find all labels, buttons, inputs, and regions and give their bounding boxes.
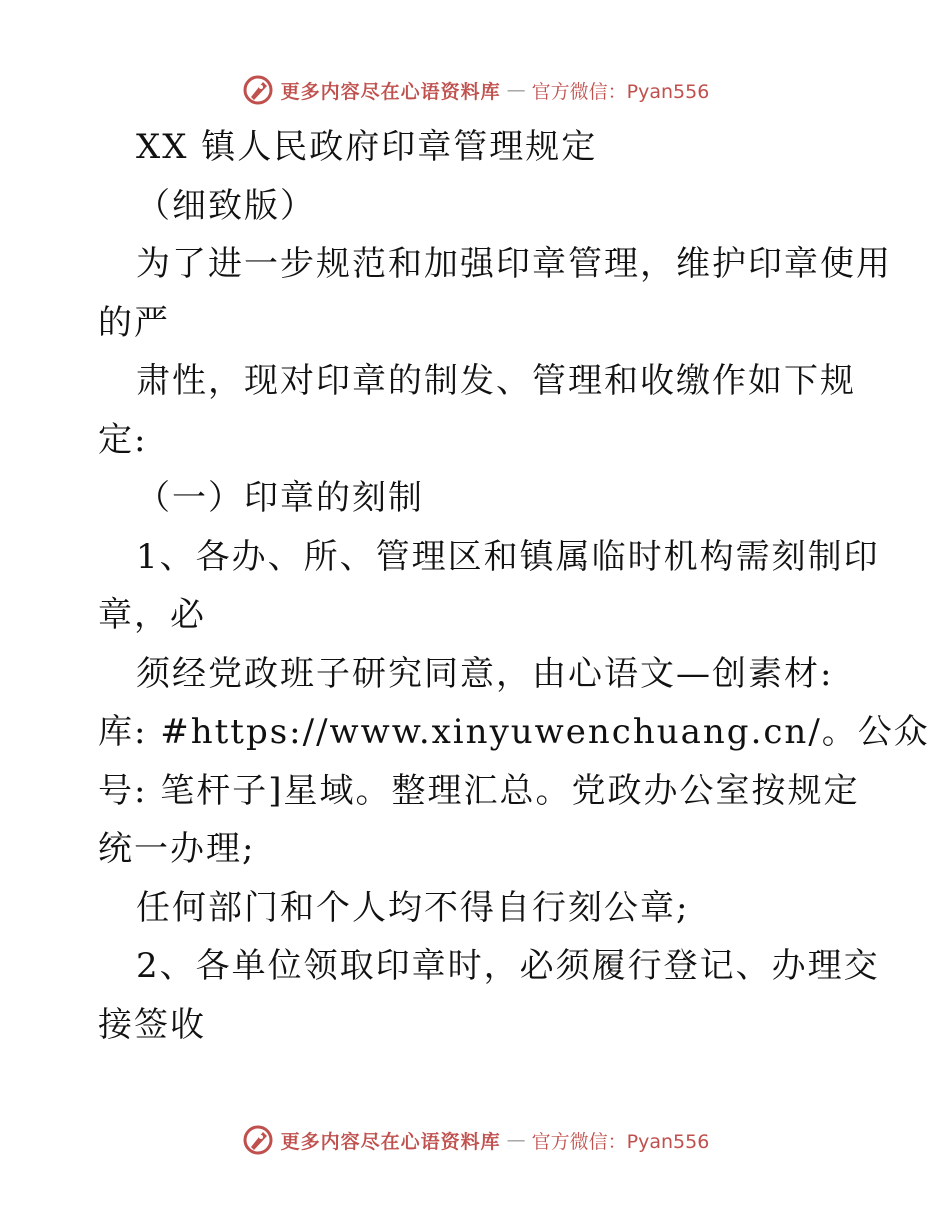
paragraph-line: 2、各单位领取印章时，必须履行登记、办理交 — [136, 946, 880, 986]
header-banner — [0, 70, 950, 110]
paragraph-line: 须经党政班子研究同意，由心语文—创素材: — [136, 653, 834, 694]
banner-wechat-text: 官方微信：Pyan556 — [531, 1130, 710, 1153]
paragraph-line: 的严 — [98, 302, 170, 343]
banner-separator: — — [506, 79, 526, 101]
pen-nib-logo-icon — [241, 1123, 275, 1157]
paragraph-line: 定: — [98, 419, 148, 460]
banner-main-text: 更多内容尽在心语资料库 — [280, 1130, 501, 1153]
banner-wechat-text: 官方微信：Pyan556 — [531, 80, 710, 103]
paragraph-line: 任何部门和个人均不得自行刻公章; — [136, 887, 690, 928]
paragraph-line: 统一办理; — [98, 829, 256, 869]
document-title: XX 镇人民政府印章管理规定 — [136, 127, 598, 167]
paragraph-line: 为了进一步规范和加强印章管理，维护印章使用 — [136, 244, 892, 284]
document-subtitle: （细致版） — [136, 185, 316, 226]
paragraph-line: 库: #https://www.xinyuwenchuang.cn/。公众 — [98, 712, 930, 752]
paragraph-line: 1、各办、所、管理区和镇属临时机构需刻制印 — [136, 536, 880, 577]
paragraph-line: 号: 笔杆子]星域。整理汇总。党政办公室按规定 — [98, 770, 860, 811]
paragraph-line: 接签收 — [98, 1004, 206, 1045]
section-heading: （一）印章的刻制 — [136, 478, 424, 518]
banner-main-text: 更多内容尽在心语资料库 — [280, 80, 501, 103]
footer-banner — [0, 1120, 950, 1160]
paragraph-line: 章，必 — [98, 595, 206, 635]
paragraph-line: 肃性，现对印章的制发、管理和收缴作如下规 — [136, 361, 856, 401]
pen-nib-logo-icon — [241, 73, 275, 107]
banner-separator: — — [506, 1129, 526, 1151]
document-body — [98, 118, 930, 1054]
